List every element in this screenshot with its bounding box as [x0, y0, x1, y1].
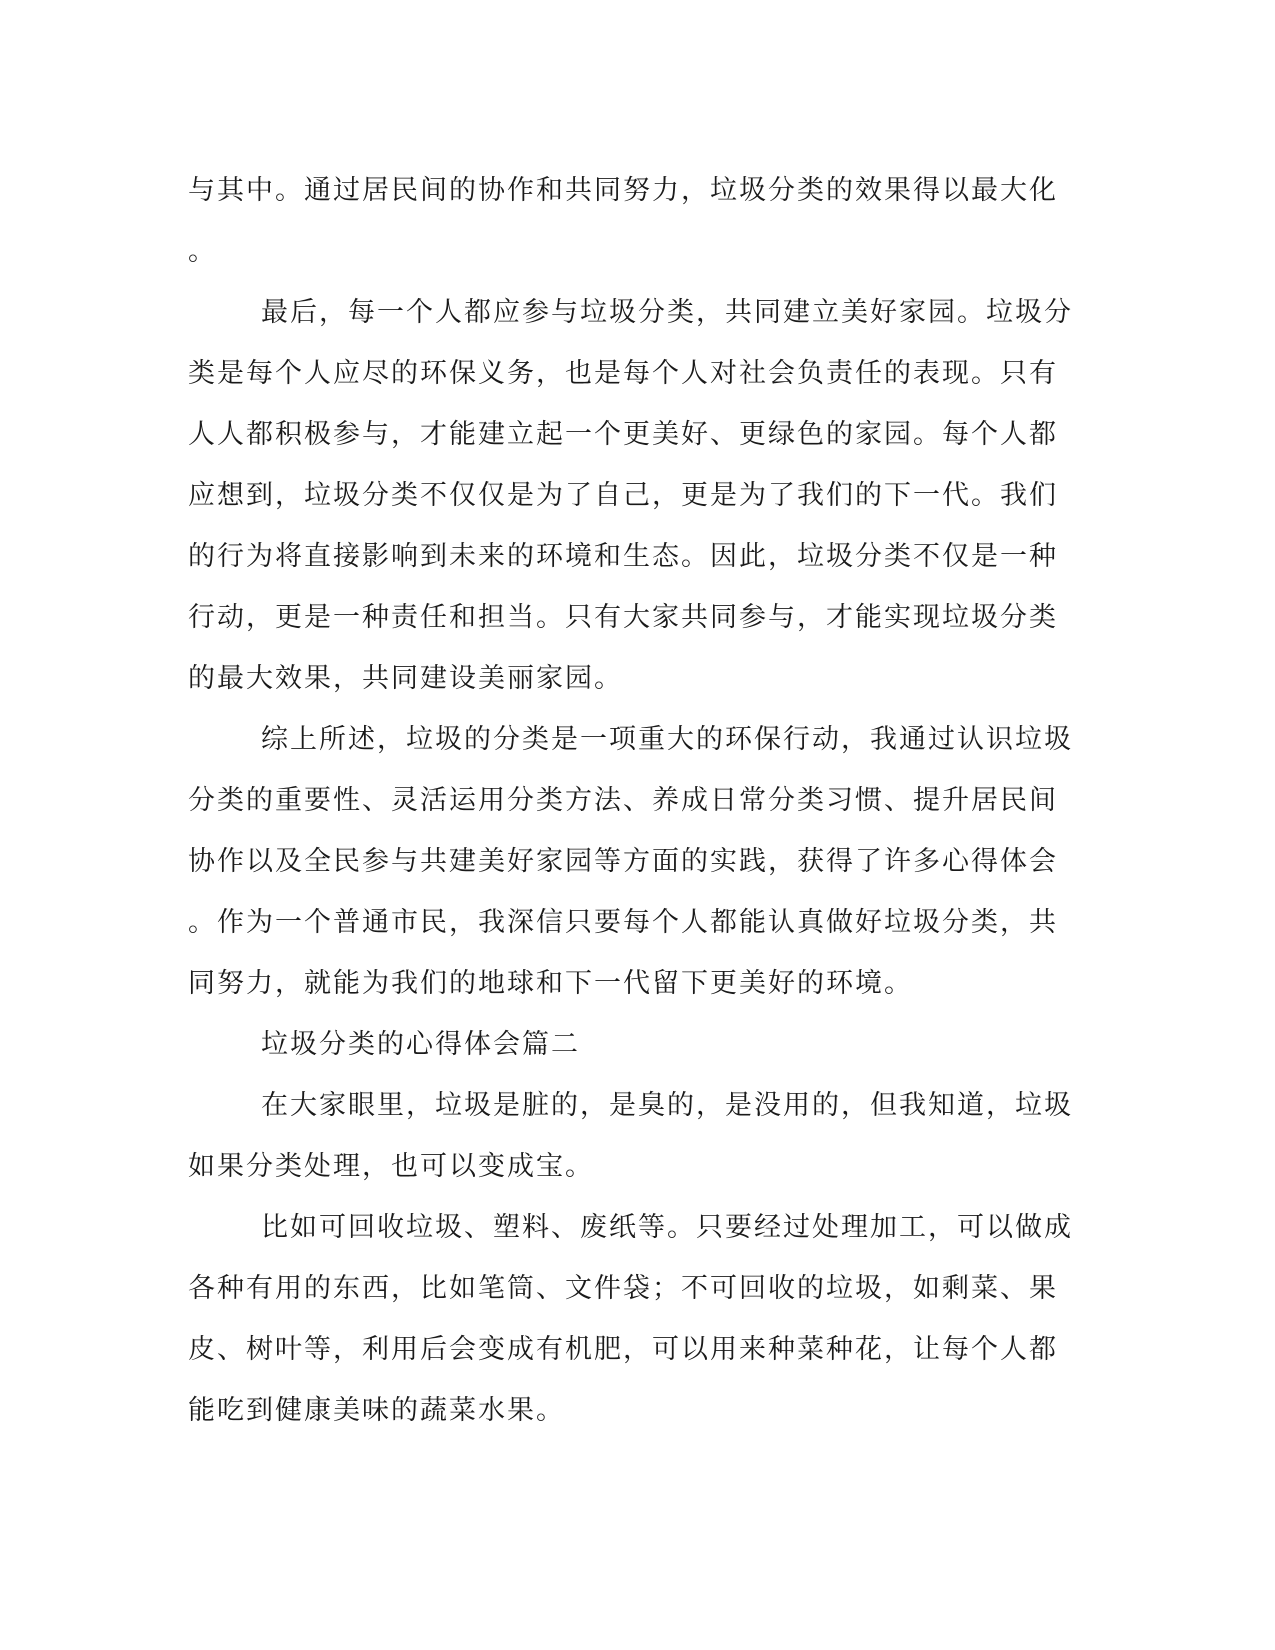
paragraph-line: 与其中。通过居民间的协作和共同努力，垃圾分类的效果得以最大化 — [188, 175, 1058, 206]
paragraph-5 — [188, 1197, 1088, 1441]
paragraph-line: 。作为一个普通市民，我深信只要每个人都能认真做好垃圾分类，共 — [188, 907, 1058, 938]
paragraph-line: 皮、树叶等，利用后会变成有机肥，可以用来种菜种花，让每个人都 — [188, 1334, 1058, 1365]
paragraph-line: 比如可回收垃圾、塑料、废纸等。只要经过处理加工，可以做成 — [261, 1212, 1073, 1243]
paragraph-1 — [188, 160, 1088, 282]
paragraph-line: 的最大效果，共同建设美丽家园。 — [188, 663, 623, 694]
paragraph-line: 综上所述，垃圾的分类是一项重大的环保行动，我通过认识垃圾 — [261, 724, 1073, 755]
paragraph-line: 协作以及全民参与共建美好家园等方面的实践，获得了许多心得体会 — [188, 846, 1058, 877]
paragraph-line: 。 — [188, 236, 217, 267]
section-heading: 垃圾分类的心得体会篇二 — [261, 1029, 580, 1060]
paragraph-2 — [188, 282, 1088, 709]
paragraph-line: 能吃到健康美味的蔬菜水果。 — [188, 1395, 565, 1426]
paragraph-4 — [188, 1075, 1088, 1197]
paragraph-line: 应想到，垃圾分类不仅仅是为了自己，更是为了我们的下一代。我们 — [188, 480, 1058, 511]
paragraph-line: 的行为将直接影响到未来的环境和生态。因此，垃圾分类不仅是一种 — [188, 541, 1058, 572]
paragraph-line: 如果分类处理，也可以变成宝。 — [188, 1151, 594, 1182]
paragraph-line: 各种有用的东西，比如笔筒、文件袋；不可回收的垃圾，如剩菜、果 — [188, 1273, 1058, 1304]
document-body — [188, 160, 1088, 1441]
paragraph-line: 最后，每一个人都应参与垃圾分类，共同建立美好家园。垃圾分 — [261, 297, 1073, 328]
paragraph-line: 分类的重要性、灵活运用分类方法、养成日常分类习惯、提升居民间 — [188, 785, 1058, 816]
paragraph-line: 类是每个人应尽的环保义务，也是每个人对社会负责任的表现。只有 — [188, 358, 1058, 389]
paragraph-line: 人人都积极参与，才能建立起一个更美好、更绿色的家园。每个人都 — [188, 419, 1058, 450]
paragraph-line: 同努力，就能为我们的地球和下一代留下更美好的环境。 — [188, 968, 913, 999]
paragraph-line: 在大家眼里，垃圾是脏的，是臭的，是没用的，但我知道，垃圾 — [261, 1090, 1073, 1121]
paragraph-line: 行动，更是一种责任和担当。只有大家共同参与，才能实现垃圾分类 — [188, 602, 1058, 633]
paragraph-3 — [188, 709, 1088, 1014]
